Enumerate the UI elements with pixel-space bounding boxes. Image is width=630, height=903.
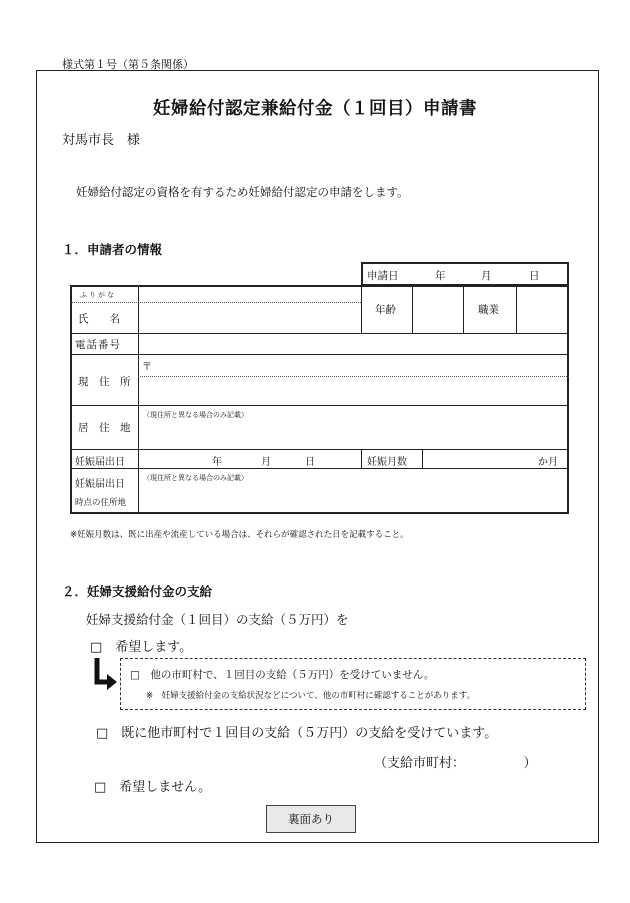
report-year-label: 年 [212, 457, 222, 468]
report-month-label: 月 [261, 457, 271, 468]
age-label: 年齢 [375, 304, 396, 316]
year-label: 年 [435, 270, 446, 282]
arrow-down-right-icon [92, 656, 120, 690]
pregnancy-months-label: 妊娠月数 [367, 457, 407, 468]
residence-label: 居 住 地 [78, 422, 131, 434]
occupation-input[interactable] [517, 286, 567, 333]
report-address-note: （現住所と異なる場合のみ記載） [143, 474, 248, 482]
paying-municipality-field[interactable]: （支給市町村： ） [374, 756, 537, 771]
back-side-button[interactable]: 裏面あり [266, 805, 356, 833]
option-no-wish-checkbox[interactable]: □ 希望しません。 [94, 780, 212, 795]
name-input[interactable] [138, 286, 361, 333]
section2-heading: ２．妊婦支援給付金の支給 [62, 584, 213, 599]
application-date-cell[interactable] [361, 262, 569, 286]
residence-input[interactable] [139, 406, 567, 449]
residence-note: （現住所と異なる場合のみ記載） [143, 411, 248, 419]
document-title: 妊婦給付認定兼給付金（１回目）申請書 [153, 99, 477, 119]
pregnancy-report-date-label: 妊娠届出日 [75, 457, 125, 468]
section1-heading: １．申請者の情報 [62, 242, 163, 257]
report-address-input[interactable] [139, 469, 567, 512]
sub-option-box [120, 658, 586, 710]
report-address-label-line2: 時点の住所地 [75, 498, 127, 508]
address-label: 現 住 所 [78, 376, 131, 388]
report-address-label-line1: 妊娠届出日 [75, 479, 125, 490]
occupation-label: 職業 [478, 304, 499, 316]
name-label: 氏 名 [78, 313, 120, 325]
section2-intro: 妊婦支援給付金（１回目）の支給（５万円）を [86, 612, 349, 627]
option-already-received-checkbox[interactable]: □ 既に他市町村で１回目の支給（５万円）の支給を受けています。 [96, 726, 498, 741]
months-unit: か月 [538, 457, 558, 468]
form-number: 様式第１号（第５条関係） [62, 58, 194, 71]
postal-mark: 〒 [142, 362, 152, 373]
address-input[interactable] [139, 355, 567, 405]
pregnancy-months-footnote: ※妊娠月数は、既に出産や流産している場合は、それらが確認された日を記載すること。 [70, 530, 409, 540]
month-label: 月 [481, 270, 492, 282]
sub-option-not-received-checkbox[interactable]: □ 他の市町村で、１回目の支給（５万円）を受けていません。 [130, 669, 435, 681]
option-wish-checkbox[interactable]: □ 希望します。 [90, 640, 193, 655]
pregnancy-months-input[interactable] [423, 450, 533, 467]
application-date-label: 申請日 [367, 270, 399, 282]
furigana-label: ふりがな [80, 291, 116, 299]
phone-label: 電話番号 [75, 339, 121, 351]
sub-option-note: ※ 妊婦支援給付金の支給状況などについて、他の市町村に確認することがあります。 [146, 691, 476, 701]
phone-input[interactable] [139, 334, 567, 354]
age-input[interactable] [413, 286, 463, 333]
day-label: 日 [529, 270, 540, 282]
report-day-label: 日 [305, 457, 315, 468]
intro-text: 妊婦給付認定の資格を有するため妊婦給付認定の申請をします。 [76, 185, 409, 199]
addressee: 対馬市長 様 [62, 133, 141, 148]
